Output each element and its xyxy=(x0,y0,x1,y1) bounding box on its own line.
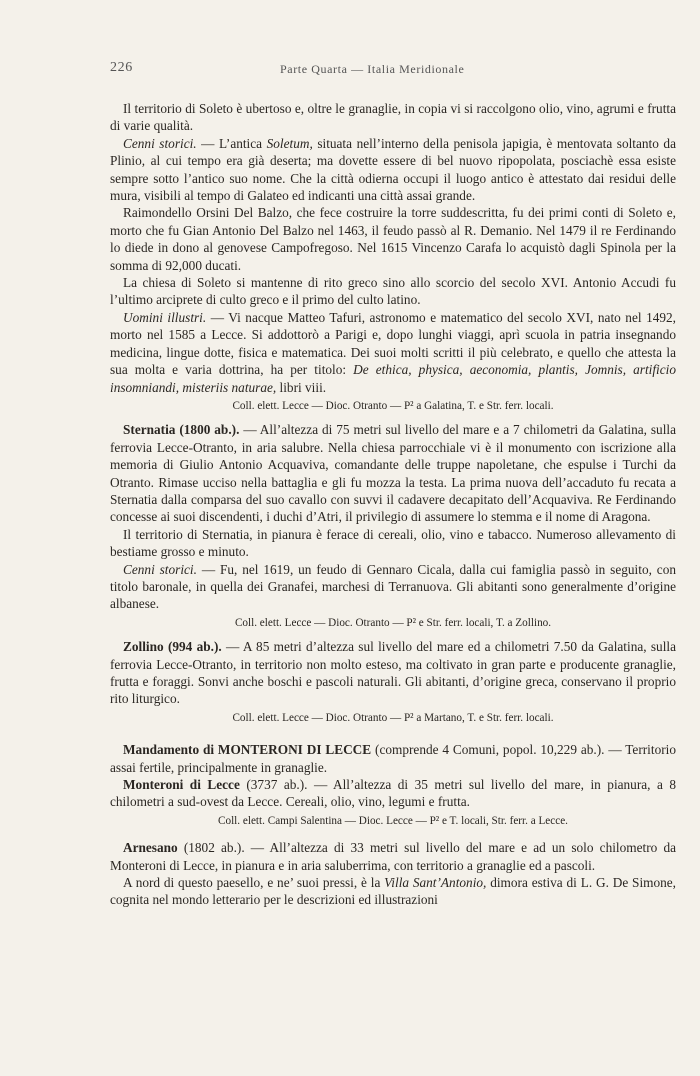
text-run: libri viii. xyxy=(276,379,327,395)
paragraph xyxy=(110,421,676,525)
text-run: Il territorio di Soleto è ubertoso e, oltre le granaglie, in copia vi si raccolgono olio, vino, agrumi e frutta di varie qualità. xyxy=(110,101,676,134)
place-heading: Sternatia (1800 ab.). xyxy=(123,422,240,438)
text-run: — A 85 metri d’altezza sul livello del mare ed a chilometri 7.50 da Galatina, sulla ferrovia Lecce-Otranto, in territorio non molto esteso, ma coltivato in gran parte e producente granaglie, frutta e foraggi. Sonvi anche boschi e pascoli naturali. Gli abitanti, d’origine greca, conservano il proprio rito liturgico. xyxy=(110,639,676,707)
paragraph xyxy=(110,776,676,811)
place-heading: Monteroni di Lecce xyxy=(123,777,240,793)
text-run: La chiesa di Soleto si mantenne di rito greco sino allo scorcio del secolo XVI. Antonio Accudi fu l’ultimo arciprete di culto greco e il primo del culto latino. xyxy=(110,275,676,308)
italic-text: Cenni storici. xyxy=(123,561,197,577)
collegio-note xyxy=(110,398,676,415)
running-title: Parte Quarta — Italia Meridionale xyxy=(280,62,465,76)
paragraph xyxy=(110,839,676,874)
text-run: — L’antica xyxy=(196,135,267,151)
text-run: dimora estiva di L. G. De Simone, cognita nel mondo letterario per le descrizioni ed illustrazioni xyxy=(110,875,677,908)
place-heading: Zollino (994 ab.). xyxy=(123,639,222,655)
italic-text: Villa Sant’Antonio, xyxy=(384,875,487,891)
paragraph xyxy=(110,309,676,396)
italic-text: De ethica, physica, aeconomia, plantis, Jomnis, artificio insomniandi, misteriis naturae, xyxy=(110,362,676,395)
text-run: Coll. elett. Lecce — Dioc. Otranto — P² a Martano, T. e Str. ferr. locali. xyxy=(232,711,554,724)
text-run: Coll. elett. Lecce — Dioc. Otranto — P² e Str. ferr. locali, T. a Zollino. xyxy=(234,616,552,629)
text-run: (comprende 4 Comuni, popol. 10,229 ab.). — Territorio assai fertile, principalmente in granaglie. xyxy=(110,742,676,775)
paragraph xyxy=(110,274,676,309)
paragraph xyxy=(110,526,676,561)
italic-text: Cenni storici. xyxy=(123,135,197,151)
text-run: A nord di questo paesello, e ne’ suoi pressi, è la xyxy=(123,875,385,891)
paragraph xyxy=(110,204,676,274)
italic-text: Uomini illustri. xyxy=(123,309,207,325)
paragraph xyxy=(110,561,676,613)
italic-text: Soletum, xyxy=(266,135,313,151)
text-run: situata nell’interno della penisola japigia, è mentovata soltanto da Plinio, al cui tempo era già deserta; ma dovette essere di bel nuovo ripopolata, posciachè essa esiste sempre sotto l’antico suo nome. Che la città odierna occupi il luogo antico è attestato dai residui delle mura, visibili al tempo di Galateo ed indicanti una città assai grande. xyxy=(110,135,676,204)
text-run: — All’altezza di 75 metri sul livello del mare e a 7 chilometri da Galatina, sulla ferrovia Lecce-Otranto, in aria salubre. Nella chiesa parrocchiale vi è il monumento con iscrizione alla memoria di Giulio Antonio Acquaviva, comandante delle truppe napoletane, che espulse i Turchi da Otranto. Rimase ucciso nella battaglia e gli fu mozza la testa. La prima nuova dell’accaduto fu recata a Sternatia dalla comparsa del suo cavallo con suvvi il cadavere decapitato dell’Acquaviva. Re Ferdinando concesse ai suoi discendenti, i duchi d’Atri, il privilegio di assumere lo stemma e il nome di Aragona. xyxy=(110,422,676,525)
paragraph xyxy=(110,874,676,909)
text-run: Raimondello Orsini Del Balzo, che fece costruire la torre suddescritta, fu dei primi conti di Soleto e, morto che fu Gian Antonio Del Balzo nel 1463, il feudo passò al R. Demanio. Nel 1479 il re Ferdinando lo diede in dono al genovese Campofregoso. Nel 1615 Vincenzo Carafa lo acquistò dagli Spinola per la somma di 92,000 ducati. xyxy=(110,205,676,273)
page-header xyxy=(110,60,670,82)
text-run: Il territorio di Sternatia, in pianura è ferace di cereali, olio, vino e tabacco. Numeroso allevamento di bestiame grosso e minuto. xyxy=(110,526,676,560)
collegio-note xyxy=(110,813,676,830)
page-body xyxy=(110,100,676,909)
text-run: Coll. elett. Lecce — Dioc. Otranto — P² a Galatina, T. e Str. ferr. locali. xyxy=(232,399,554,412)
collegio-note xyxy=(110,615,676,632)
place-heading: Mandamento di MONTERONI DI LECCE xyxy=(123,742,372,758)
page-number: 226 xyxy=(110,60,133,75)
paragraph xyxy=(110,741,676,776)
text-run: (3737 ab.). — All’altezza di 35 metri sul livello del mare, in pianura, a 8 chilometri a sud-ovest da Lecce. Cereali, olio, vino, legumi e frutta. xyxy=(110,777,676,810)
text-run: (1802 ab.). — All’altezza di 33 metri sul livello del mare e ad un solo chilometro da Monteroni di Lecce, in pianura e in aria saluberrima, con territorio a granaglie ed a pascoli. xyxy=(110,840,676,873)
text-run: — Vi nacque Matteo Tafuri, astronomo e matematico del secolo XVI, nato nel 1492, morto nel 1585 a Lecce. Si addottorò a Parigi e, dopo lunghi viaggi, aprì scuola in patria insegnando medicina, lingue dotte, fisica e matematica. Dei suoi molti scritti il più celebrato, e quello che attesta la sua molta e varia dottrina, ha per titolo: xyxy=(110,309,676,378)
paragraph xyxy=(110,100,676,135)
place-heading: Arnesano xyxy=(123,840,178,856)
paragraph xyxy=(110,638,676,708)
paragraph xyxy=(110,135,676,205)
text-run: — Fu, nel 1619, un feudo di Gennaro Cicala, dalla cui famiglia passò in seguito, con titolo baronale, in quella dei Granafei, marchesi di Terranuova. Gli abitanti sono generalmente d’origine albanese. xyxy=(110,561,676,612)
text-run: Coll. elett. Campi Salentina — Dioc. Lecce — P² e T. locali, Str. ferr. a Lecce. xyxy=(218,814,568,827)
collegio-note xyxy=(110,710,676,727)
